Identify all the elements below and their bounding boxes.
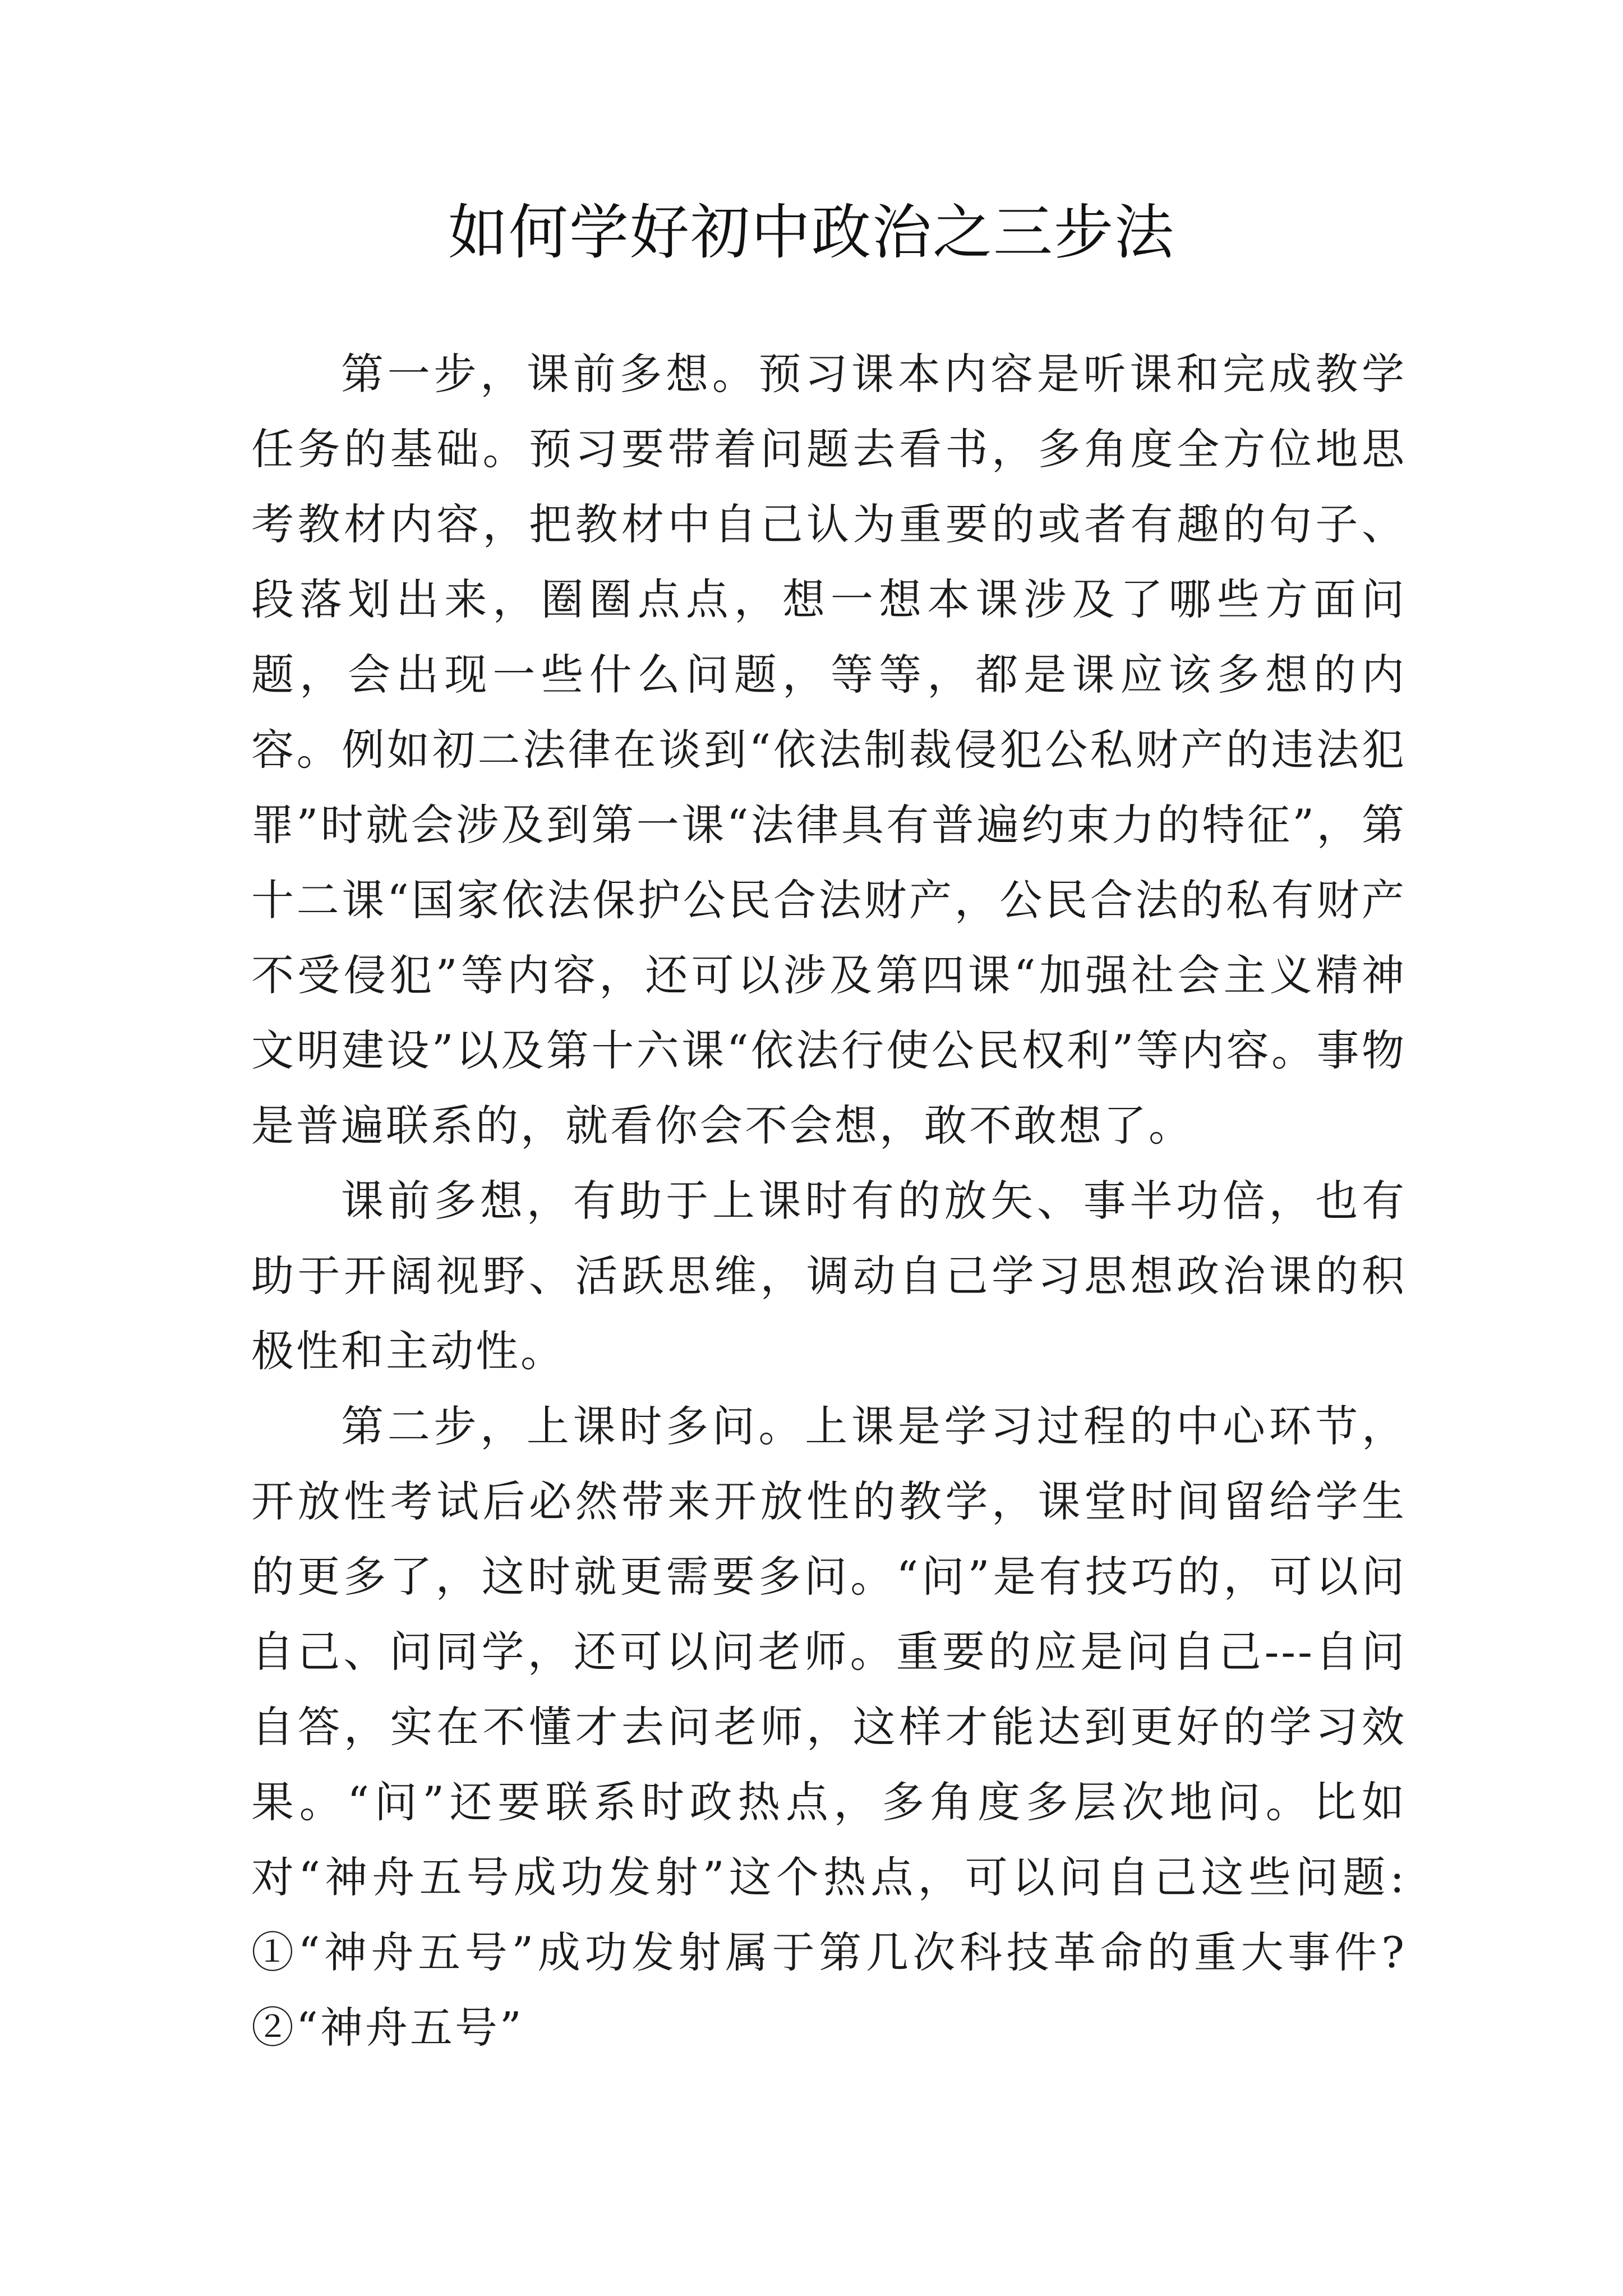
document-title: 如何学好初中政治之三步法 xyxy=(448,198,1175,267)
paragraph-step-one-benefit: 课前多想，有助于上课时有的放矢、事半功倍，也有助于开阔视野、活跃思维，调动自己学习思想政治课的积极性和主动性。 xyxy=(251,1176,1407,1376)
paragraph-step-one: 第一步，课前多想。预习课本内容是听课和完成教学任务的基础。预习要带着问题去看书，多角度全方位地思考教材内容，把教材中自己认为重要的或者有趣的句子、段落划出来，圈圈点点，想一想本课涉及了哪些方面问题，会出现一些什么问题，等等，都是课应该多想的内容。例如初二法律在谈到“依法制裁侵犯公私财产的违法犯罪”时就会涉及到第一课“法律具有普遍约束力的特征”，第十二课“国家依法保护公民合法财产，公民合法的私有财产不受侵犯”等内容，还可以涉及第四课“加强社会主义精神文明建设”以及第十六课“依法行使公民权利”等内容。事物是普遍联系的，就看你会不会想，敢不敢想了。 xyxy=(251,349,1407,1151)
paragraph-step-two: 第二步，上课时多问。上课是学习过程的中心环节，开放性考试后必然带来开放性的教学，课堂时间留给学生的更多了，这时就更需要多问。“问”是有技巧的，可以问自己、问同学，还可以问老师。重要的应是问自己---自问自答，实在不懂才去问老师，这样才能达到更好的学习效果。“问”还要联系时政热点，多角度多层次地问。比如对“神舟五号成功发射”这个热点，可以问自己这些问题:①“神舟五号”成功发射属于第几次科技革命的重大事件?②“神舟五号” xyxy=(251,1401,1407,2053)
document-body xyxy=(251,337,1407,2065)
